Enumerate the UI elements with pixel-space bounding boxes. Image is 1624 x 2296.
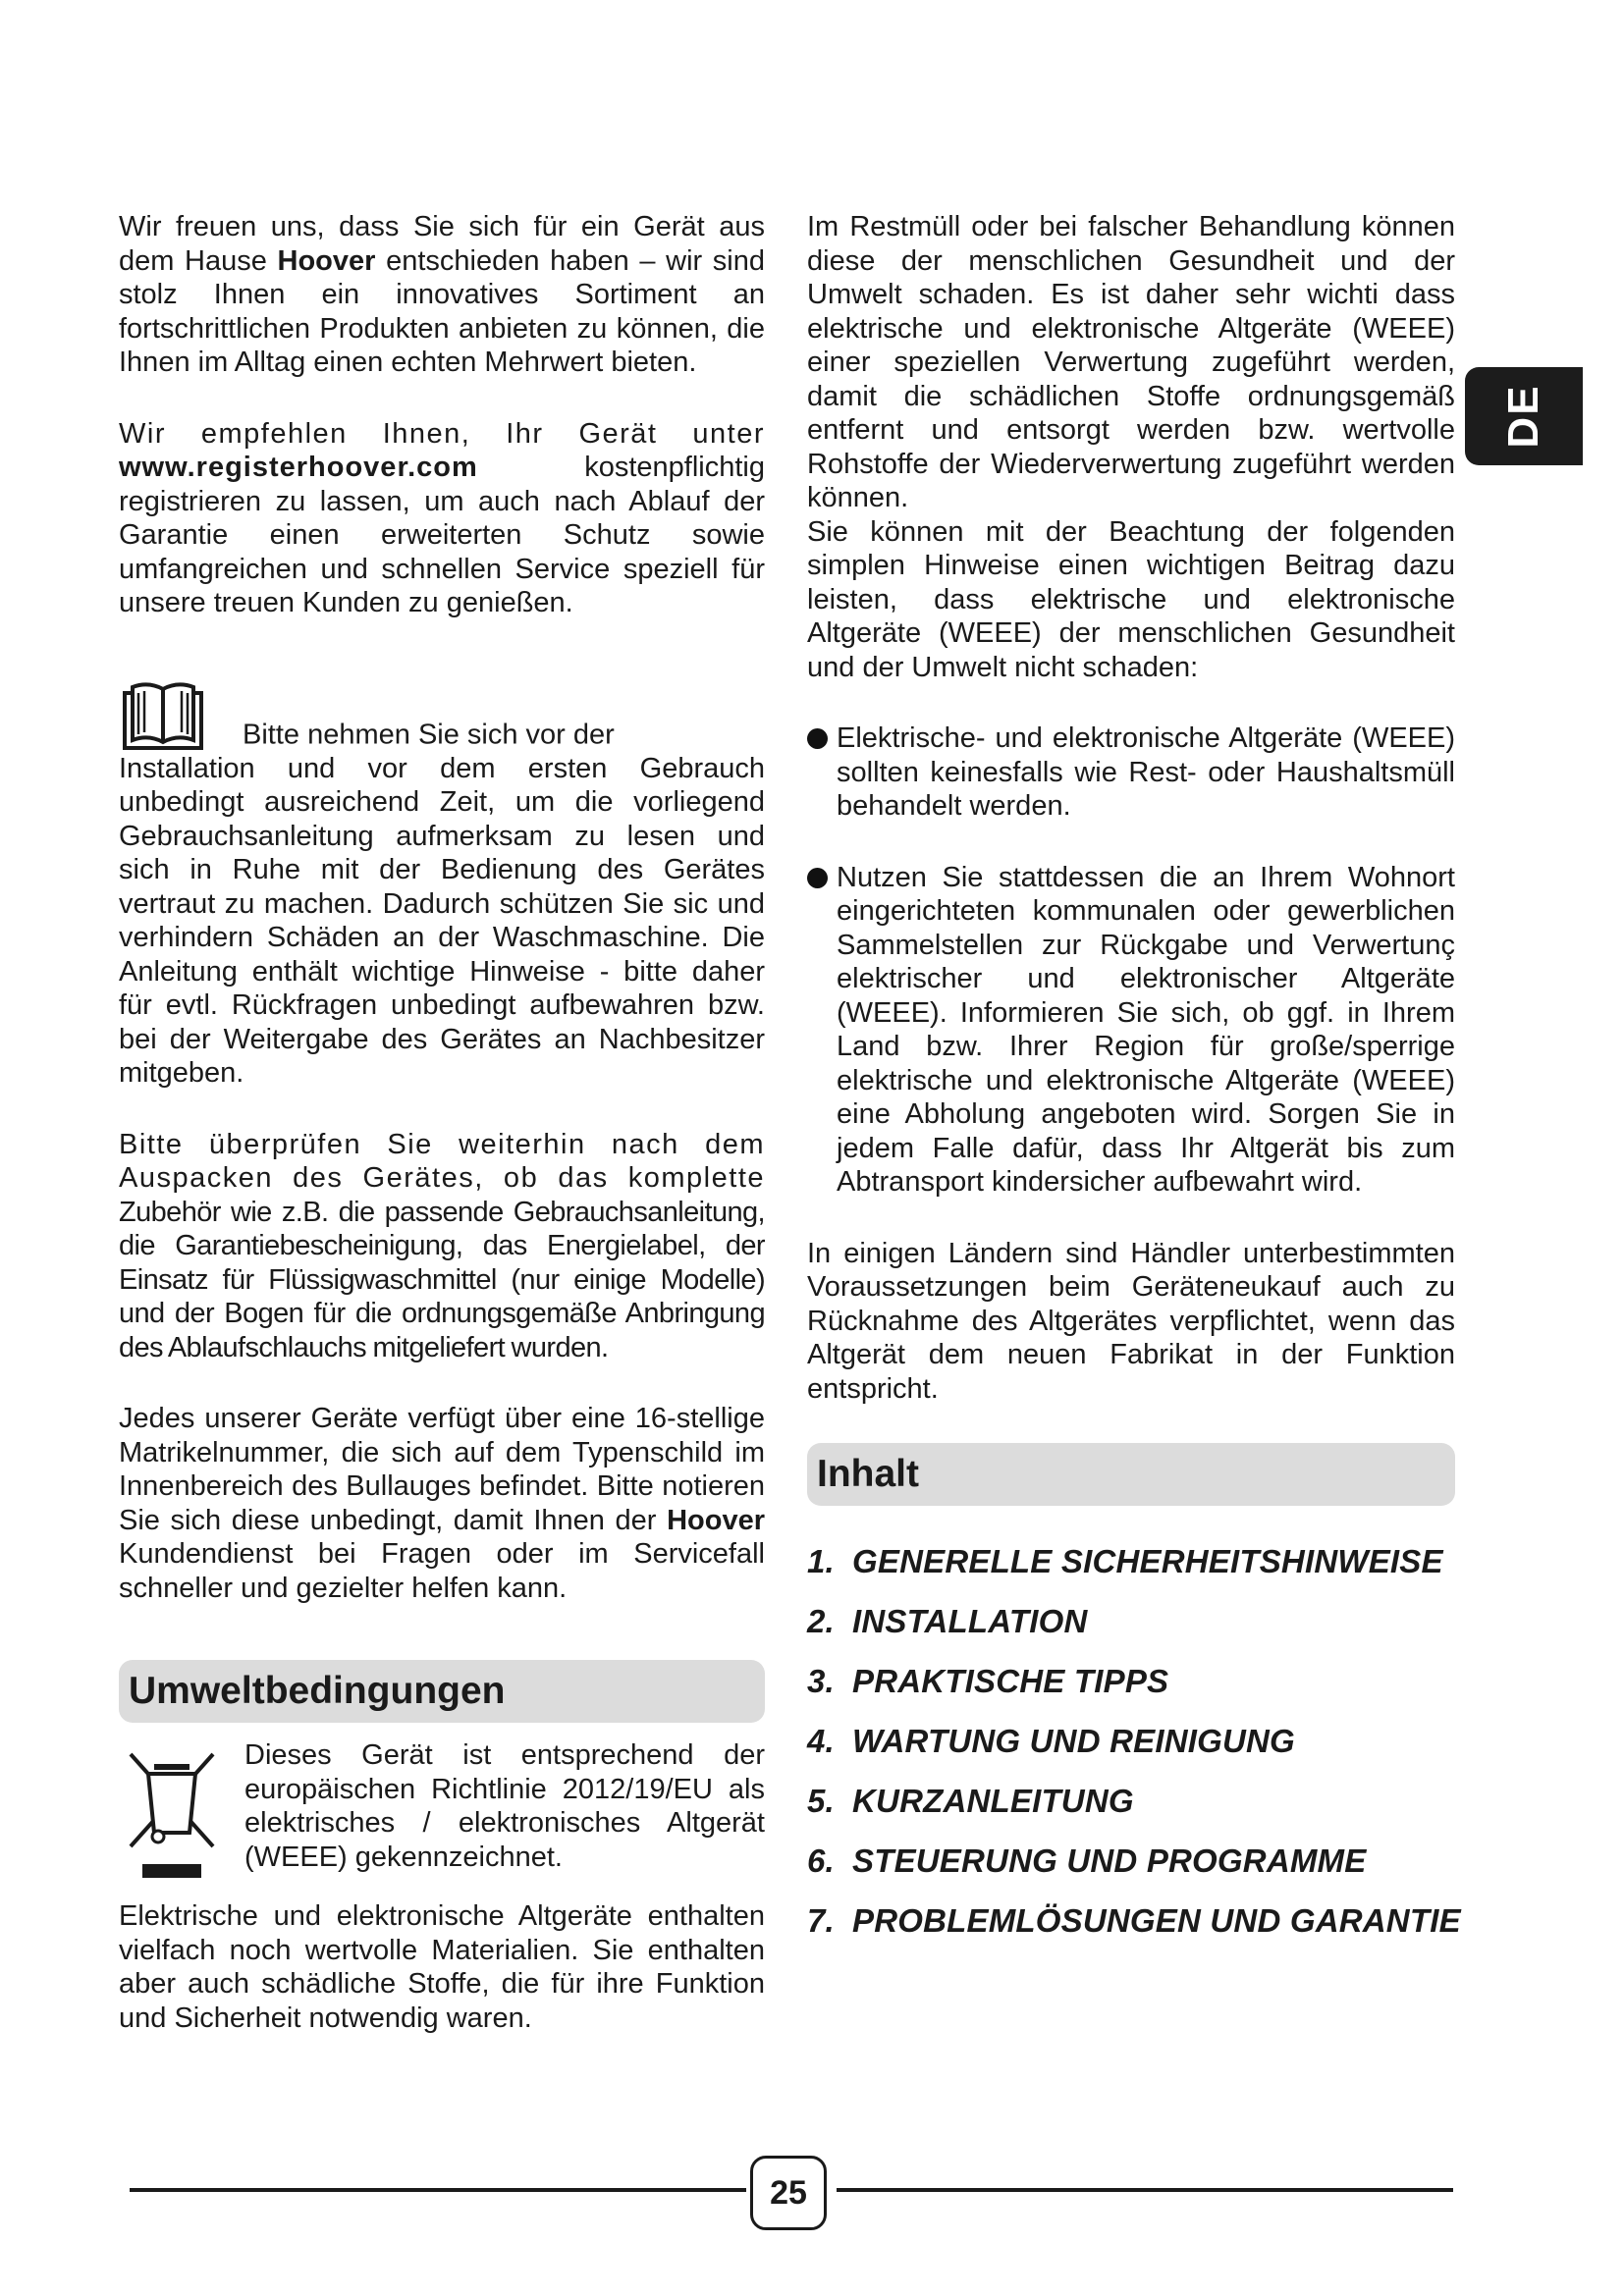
- weee-paragraph-2: Sie können mit der Beachtung der folgenden simplen Hinweise einen wichtigen Beitrag dazu leisten, dass elektrische und elektronische Altgeräte (WEEE) der menschlichen Gesundheit und der Umwelt nicht schaden:: [807, 515, 1455, 683]
- register-url: www.registerhoover.com: [119, 452, 478, 483]
- manual-first-line: Bitte nehmen Sie sich vor der: [243, 719, 615, 750]
- toc-item-5[interactable]: 5. KURZANLEITUNG: [807, 1783, 1134, 1819]
- toc-item-1[interactable]: 1. GENERELLE SICHERHEITSHINWEISE: [807, 1543, 1443, 1579]
- brand-name: Hoover: [277, 244, 376, 277]
- toc-item-6[interactable]: 6. STEUERUNG UND PROGRAMME: [807, 1842, 1367, 1879]
- book-icon: [119, 675, 207, 752]
- bullet-dot-icon: [807, 721, 837, 749]
- manual-paragraph: Installation und vor dem ersten Gebrauch unbedingt ausreichend Zeit, um die vorliegend Gebrauchsanleitung aufmerksam zu lesen und sich in Ruhe mit der Bedienung des Gerätes vertraut zu machen. Dadurch schützen Sie sic und verhindern Schäden an der Waschmaschine. Die Anleitung enthält wichtige Hinweise - bitte daher für evtl. Rückfragen unbedingt aufbewahren bzw. bei der Weitergabe des Gerätes an Nachbesitzer mitgeben.: [119, 752, 765, 1089]
- bullet-dot-icon: [807, 861, 837, 888]
- env-heading: Umweltbedingungen: [119, 1660, 765, 1723]
- left-column: [119, 210, 765, 2035]
- intro-paragraph: Wir freuen uns, dass Sie sich für ein Gerät aus dem Hause Hoover entschieden haben – wir sind stolz Ihnen ein innovatives Sortiment an fortschrittlichen Produkten anbieten zu können, die Ihnen im Alltag einen echten Mehrwert bieten.: [119, 211, 766, 378]
- page-number: 25: [750, 2156, 827, 2230]
- check-paragraph: Bitte überprüfen Sie weiterhin nach dem Auspacken des Gerätes, ob das komplette Zubehör wie z.B. die passende Gebrauchsanleitung, die Garantiebescheinigung, das Energielabel, der Einsatz für Flüssigwaschmittel (nur einige Modelle) und der Bogen für die ordnungsgemäße Anbringung des Ablaufschlauchs mitgeliefert wurden.: [119, 1128, 765, 1363]
- register-paragraph: Wir empfehlen Ihnen, Ihr Gerät unter www.registerhoover.com kostenpflichtig registrieren zu lassen, um auch nach Ablauf der Garantie einen erweiterten Schutz sowie umfangreichen und schnellen Service speziell für unsere treuen Kunden zu genießen.: [119, 417, 765, 618]
- weee-bin-icon: [119, 1744, 227, 1882]
- footer-rule-right: [837, 2188, 1453, 2192]
- toc-item-3[interactable]: 3. PRAKTISCHE TIPPS: [807, 1663, 1169, 1699]
- language-tab: [1465, 367, 1583, 465]
- weee-paragraph-1: Im Restmüll oder bei falscher Behandlung können diese der menschlichen Gesundheit und der Umwelt schaden. Es ist daher sehr wichti dass elektrische und elektronische Altgeräte (WEEE) einer speziellen Verwertung zugeführt werden, damit die schädlichen Stoffe ordnungsgemäß entfernt und entsorgt werden bzw. wertvolle Rohstoffe der Wiederverwertung zugeführt werden können.: [807, 211, 1455, 513]
- weee-text: Dieses Gerät ist entsprechend der europäischen Richtlinie 2012/19/EU als elektrisches / elektronisches Altgerät (WEEE) gekennzeichnet.: [244, 1739, 765, 1873]
- weee-notice: [119, 1738, 765, 1882]
- brand-name: Hoover: [667, 1504, 766, 1536]
- language-tab-label: DE: [1499, 384, 1547, 449]
- bullet-item: Nutzen Sie stattdessen die an Ihrem Wohnort eingerichteten kommunalen oder gewerblichen Sammelstellen zur Rückgabe und Verwertunç elektrischer und elektronischer Altgeräte (WEEE). Informieren Sie sich, ob ggf. in Ihrem Land bzw. Ihrer Region für große/sperrige elektrische und elektronische Altgeräte (WEEE) eine Abholung angeboten wird. Sorgen Sie in jedem Falle dafür, dass Ihr Altgerät bis zum Abtransport kindersicher aufbewahrt wird.: [807, 861, 1455, 1200]
- bullet-item: Elektrische- und elektronische Altgeräte (WEEE) sollten keinesfalls wie Rest- oder Haushaltsmüll behandelt werden.: [807, 721, 1455, 824]
- manual-notice: [119, 675, 765, 1091]
- env-paragraph: Elektrische und elektronische Altgeräte enthalten vielfach noch wertvolle Materialien. Sie enthalten aber auch schädliche Stoffe, die für ihre Funktion und Sicherheit notwendig waren.: [119, 1900, 765, 2034]
- dealer-paragraph: In einigen Ländern sind Händler unterbestimmten Voraussetzungen beim Geräteneukauf auch zu Rücknahme des Altgerätes verpflichtet, wenn das Altgerät dem neuen Fabrikat in der Funktion entspricht.: [807, 1237, 1455, 1405]
- right-column: [807, 210, 1461, 1950]
- toc-item-7[interactable]: 7. PROBLEMLÖSUNGEN UND GARANTIE: [807, 1902, 1461, 1939]
- serial-paragraph: Jedes unserer Geräte verfügt über eine 16-stellige Matrikelnummer, die sich auf dem Typenschild im Innenbereich des Bullauges befindet. Bitte notieren Sie sich diese unbedingt, damit Ihnen der Hoover Kundendienst bei Fragen oder im Servicefall schneller und gezielter helfen kann.: [119, 1403, 766, 1604]
- footer-rule-left: [130, 2188, 746, 2192]
- toc-item-4[interactable]: 4. WARTUNG UND REINIGUNG: [807, 1723, 1295, 1759]
- toc-heading: Inhalt: [807, 1443, 1455, 1506]
- table-of-contents: [807, 1531, 1461, 1950]
- toc-item-2[interactable]: 2. INSTALLATION: [807, 1603, 1088, 1639]
